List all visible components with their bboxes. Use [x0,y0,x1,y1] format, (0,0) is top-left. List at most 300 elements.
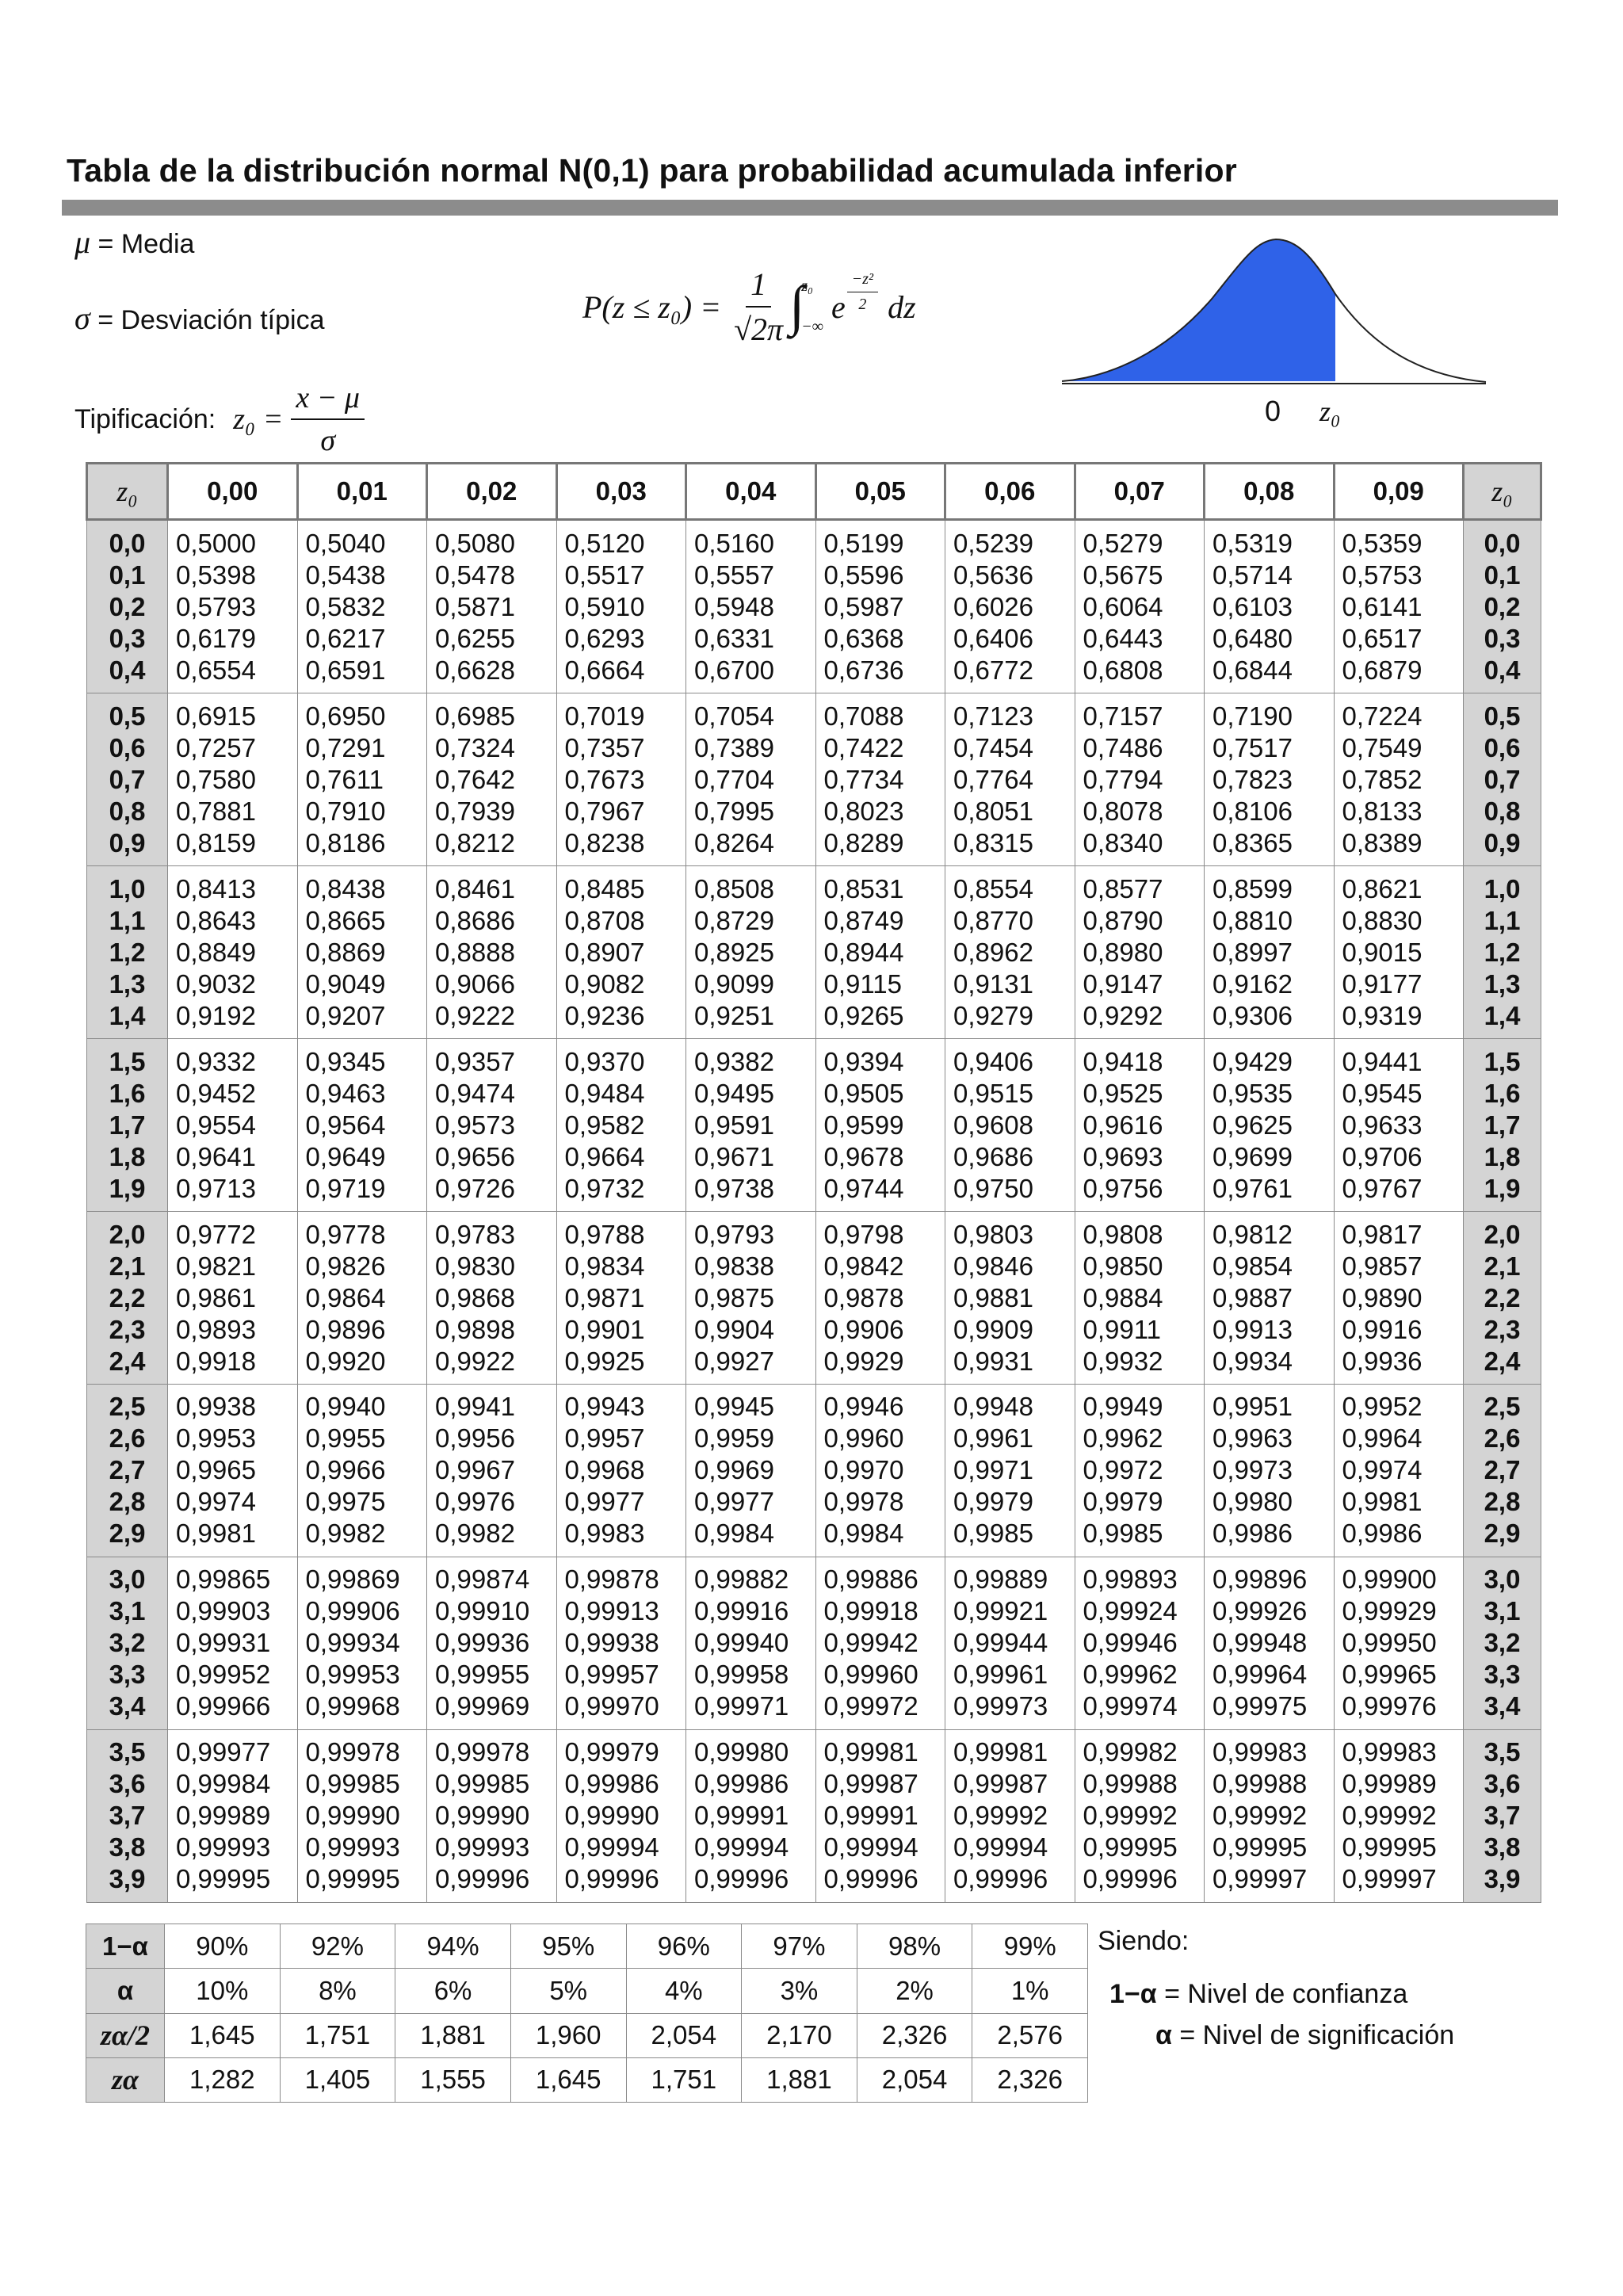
probability-value: 0,9474 [435,1078,515,1108]
probability-value: 0,7123 [953,701,1033,731]
shaded-area [1062,239,1335,381]
confidence-value: 95% [510,1924,626,1969]
probability-value: 0,99994 [823,1832,918,1862]
probability-value: 0,7764 [953,764,1033,794]
probability-value: 0,99948 [1212,1628,1308,1658]
std-dev-label: = Desviación típica [97,305,325,335]
table-body [87,520,1541,1903]
confidence-row [86,1969,1088,2013]
z-cell [87,866,168,1039]
z-value: 0,4 [109,655,146,685]
probability-value: 0,9699 [1212,1141,1293,1171]
confidence-value: 1,645 [510,2057,626,2102]
z-value: 3,2 [1484,1628,1521,1658]
legend-mean [74,223,194,261]
value-cell [1205,866,1335,1039]
probability-value: 0,99903 [176,1596,271,1626]
probability-value: 0,9515 [953,1078,1033,1108]
probability-value: 0,9966 [305,1455,386,1485]
value-cell [686,1212,816,1385]
probability-value: 0,9901 [564,1314,645,1344]
z-value: 2,3 [1484,1314,1521,1344]
probability-value: 0,9279 [953,1000,1033,1030]
z-value: 1,0 [1484,873,1521,904]
z-cell [1464,1212,1541,1385]
probability-value: 0,99991 [823,1801,918,1831]
probability-value: 0,8749 [823,905,904,935]
probability-value: 0,9535 [1212,1078,1293,1108]
z-cell [87,1729,168,1902]
standardization-numerator: x − μ [291,380,365,420]
probability-value: 0,99929 [1342,1596,1437,1626]
probability-value: 0,6700 [694,655,774,685]
probability-value: 0,8212 [435,827,515,858]
confidence-level-definition [1109,1979,1407,2010]
value-cell [427,520,557,693]
probability-value: 0,9896 [305,1314,386,1344]
column-header: 0,01 [297,464,427,520]
probability-value: 0,5040 [305,528,386,558]
value-cell [1075,1557,1205,1729]
value-cell [168,1212,298,1385]
probability-value: 0,9963 [1212,1423,1293,1454]
probability-value: 0,99969 [435,1691,530,1721]
probability-value: 0,99916 [694,1596,789,1626]
probability-value: 0,9463 [305,1078,386,1108]
z-value: 0,9 [109,827,146,858]
value-cell [945,1557,1075,1729]
probability-value: 0,99918 [823,1596,918,1626]
formula-coef-num: 1 [746,266,771,308]
probability-value: 0,9951 [1212,1392,1293,1422]
value-cell [556,693,686,866]
probability-value: 0,9207 [305,1000,386,1030]
probability-value: 0,99964 [1212,1660,1308,1690]
probability-value: 0,9931 [953,1346,1033,1376]
probability-value: 0,7673 [564,764,645,794]
probability-value: 0,9868 [435,1282,515,1312]
probability-value: 0,9985 [1083,1519,1163,1549]
z-value: 2,7 [1484,1455,1521,1485]
probability-value: 0,99983 [1212,1737,1308,1767]
value-cell [1334,693,1464,866]
probability-value: 0,9826 [305,1251,386,1281]
z-cell [87,1385,168,1557]
probability-value: 0,9693 [1083,1141,1163,1171]
probability-value: 0,5398 [176,560,256,590]
probability-value: 0,7580 [176,764,256,794]
probability-value: 0,9875 [694,1282,774,1312]
probability-value: 0,9980 [1212,1487,1293,1517]
probability-value: 0,99921 [953,1596,1048,1626]
probability-value: 0,8289 [823,827,904,858]
value-cell [427,693,557,866]
probability-value: 0,7910 [305,796,386,826]
probability-value: 0,8023 [823,796,904,826]
probability-value: 0,7324 [435,732,515,762]
z-value: 1,1 [109,905,146,935]
probability-value: 0,7734 [823,764,904,794]
probability-value: 0,99996 [953,1864,1048,1894]
confidence-value: 1,960 [510,2013,626,2057]
exp-denominator: 2 [858,295,867,313]
probability-value: 0,9838 [694,1251,774,1281]
probability-value: 0,6950 [305,701,386,731]
probability-value: 0,9830 [435,1251,515,1281]
probability-value: 0,5987 [823,591,904,621]
value-cell [556,1557,686,1729]
confidence-value: 96% [626,1924,742,1969]
value-cell [815,520,945,693]
probability-value: 0,6915 [176,701,256,731]
probability-value: 0,99950 [1342,1628,1437,1658]
value-cell [815,866,945,1039]
value-cell [1205,1212,1335,1385]
probability-value: 0,9082 [564,968,645,999]
probability-value: 0,99978 [305,1737,400,1767]
probability-value: 0,9306 [1212,1000,1293,1030]
z-value: 2,1 [109,1251,146,1281]
probability-value: 0,9983 [564,1519,645,1549]
probability-value: 0,9974 [1342,1455,1423,1485]
probability-value: 0,9957 [564,1423,645,1454]
probability-value: 0,99983 [1342,1737,1437,1767]
probability-value: 0,9345 [305,1046,386,1076]
probability-value: 0,99995 [176,1864,271,1894]
value-cell [945,693,1075,866]
probability-value: 0,9940 [305,1392,386,1422]
formula-integral [789,277,823,336]
table-row-group [87,866,1541,1039]
probability-value: 0,99953 [305,1660,400,1690]
z-value: 2,8 [109,1487,146,1517]
confidence-value: 5% [510,1969,626,2013]
probability-value: 0,9834 [564,1251,645,1281]
probability-value: 0,9066 [435,968,515,999]
probability-value: 0,6179 [176,623,256,653]
table-row-group [87,1729,1541,1902]
probability-value: 0,8238 [564,827,645,858]
probability-value: 0,8849 [176,937,256,967]
probability-value: 0,99982 [1083,1737,1178,1767]
probability-value: 0,9974 [176,1487,256,1517]
probability-value: 0,99971 [694,1691,789,1721]
confidence-value: 2,326 [972,2057,1088,2102]
probability-value: 0,99996 [694,1864,789,1894]
value-cell [556,1039,686,1212]
probability-value: 0,6255 [435,623,515,653]
probability-value: 0,99900 [1342,1564,1437,1595]
value-cell [168,866,298,1039]
probability-value: 0,6064 [1083,591,1163,621]
z-value: 1,2 [109,937,146,967]
probability-value: 0,9890 [1342,1282,1423,1312]
probability-value: 0,99990 [435,1801,530,1831]
probability-value: 0,99934 [305,1628,400,1658]
probability-value: 0,99944 [953,1628,1048,1658]
probability-value: 0,9941 [435,1392,515,1422]
value-cell [168,520,298,693]
value-cell [297,1729,427,1902]
confidence-row [86,1924,1088,1969]
probability-value: 0,9909 [953,1314,1033,1344]
probability-value: 0,99995 [1212,1832,1308,1862]
value-cell [1075,1729,1205,1902]
probability-value: 0,99996 [823,1864,918,1894]
probability-value: 0,9948 [953,1392,1033,1422]
probability-value: 0,7486 [1083,732,1163,762]
probability-value: 0,9913 [1212,1314,1293,1344]
probability-value: 0,9192 [176,1000,256,1030]
column-header: 0,00 [168,464,298,520]
probability-value: 0,5714 [1212,560,1293,590]
probability-value: 0,9962 [1083,1423,1163,1454]
probability-value: 0,6443 [1083,623,1163,653]
value-cell [297,1039,427,1212]
probability-value: 0,8133 [1342,796,1423,826]
probability-value: 0,7190 [1212,701,1293,731]
probability-value: 0,99993 [305,1832,400,1862]
confidence-row-label: zα/2 [86,2013,165,2057]
probability-value: 0,99986 [694,1769,789,1799]
probability-value: 0,8315 [953,827,1033,858]
probability-value: 0,6628 [435,655,515,685]
probability-value: 0,6772 [953,655,1033,685]
z-value: 2,7 [109,1455,146,1485]
standardization-lhs: z₀ = [233,403,284,436]
probability-value: 0,99995 [1083,1832,1178,1862]
probability-value: 0,9505 [823,1078,904,1108]
probability-value: 0,99958 [694,1660,789,1690]
value-cell [427,1212,557,1385]
confidence-value: 1,881 [742,2057,857,2102]
probability-value: 0,9934 [1212,1346,1293,1376]
probability-value: 0,9554 [176,1110,256,1140]
significance-level-definition [1155,2020,1454,2051]
probability-value: 0,9649 [305,1141,386,1171]
z-value: 3,3 [109,1660,146,1690]
probability-value: 0,9984 [694,1519,774,1549]
value-cell [1075,866,1205,1039]
probability-value: 0,9429 [1212,1046,1293,1076]
probability-value: 0,9564 [305,1110,386,1140]
formula-lhs: P(z ≤ z₀) = [582,288,722,325]
z-value: 2,2 [109,1282,146,1312]
significance-symbol: α [1155,2020,1172,2050]
probability-value: 0,9292 [1083,1000,1163,1030]
value-cell [686,1385,816,1557]
probability-value: 0,7823 [1212,764,1293,794]
column-header: 0,05 [815,464,945,520]
z-value: 0,5 [1484,701,1521,731]
value-cell [686,1729,816,1902]
probability-value: 0,6141 [1342,591,1423,621]
probability-value: 0,9967 [435,1455,515,1485]
probability-value: 0,9972 [1083,1455,1163,1485]
confidence-value: 2% [857,1969,972,2013]
probability-value: 0,8340 [1083,827,1163,858]
probability-value: 0,5948 [694,591,774,621]
probability-value: 0,99952 [176,1660,271,1690]
probability-value: 0,9976 [435,1487,515,1517]
probability-value: 0,9968 [564,1455,645,1485]
z-cell [1464,520,1541,693]
probability-value: 0,9927 [694,1346,774,1376]
z-value: 1,0 [109,873,146,904]
probability-value: 0,9049 [305,968,386,999]
probability-value: 0,7291 [305,732,386,762]
z-value: 0,7 [1484,764,1521,794]
probability-value: 0,9864 [305,1282,386,1312]
probability-value: 0,7517 [1212,732,1293,762]
probability-value: 0,9573 [435,1110,515,1140]
probability-value: 0,99931 [176,1628,271,1658]
confidence-value: 99% [972,1924,1088,1969]
probability-value: 0,99994 [564,1832,659,1862]
z-value: 2,6 [109,1423,146,1454]
probability-value: 0,99991 [694,1801,789,1831]
z-value: 0,5 [109,701,146,731]
confidence-table [86,1924,1088,2103]
confidence-value: 94% [395,1924,511,1969]
probability-value: 0,5120 [564,528,645,558]
probability-value: 0,9778 [305,1219,386,1249]
value-cell [1334,1557,1464,1729]
value-cell [1334,1039,1464,1212]
z-value: 2,6 [1484,1423,1521,1454]
probability-value: 0,9099 [694,968,774,999]
probability-value: 0,99924 [1083,1596,1178,1626]
probability-value: 0,99893 [1083,1564,1178,1595]
probability-value: 0,8643 [176,905,256,935]
probability-value: 0,99974 [1083,1691,1178,1721]
value-cell [168,1039,298,1212]
z-value: 3,6 [1484,1769,1521,1799]
probability-value: 0,9945 [694,1392,774,1422]
confidence-row-label: α [86,1969,165,2013]
probability-value: 0,9982 [435,1519,515,1549]
probability-value: 0,5478 [435,560,515,590]
curve-label-z0: z₀ [1319,395,1341,427]
probability-value: 0,9545 [1342,1078,1423,1108]
probability-value: 0,9115 [823,968,902,999]
z-value: 0,3 [109,623,146,653]
value-cell [945,1729,1075,1902]
probability-value: 0,9911 [1083,1314,1161,1344]
probability-value: 0,9842 [823,1251,904,1281]
probability-value: 0,99906 [305,1596,400,1626]
value-cell [1205,1385,1335,1557]
probability-value: 0,7995 [694,796,774,826]
z-value: 1,3 [1484,968,1521,999]
probability-value: 0,9969 [694,1455,774,1485]
probability-value: 0,9726 [435,1173,515,1203]
confidence-value: 1,405 [280,2057,395,2102]
probability-value: 0,7422 [823,732,904,762]
probability-value: 0,5160 [694,528,774,558]
probability-value: 0,99913 [564,1596,659,1626]
probability-value: 0,8413 [176,873,256,904]
z-cell [1464,866,1541,1039]
probability-value: 0,9772 [176,1219,256,1249]
value-cell [1334,520,1464,693]
column-header: 0,09 [1334,464,1464,520]
probability-value: 0,8830 [1342,905,1423,935]
probability-value: 0,5871 [435,591,515,621]
confidence-value: 8% [280,1969,395,2013]
value-cell [427,1385,557,1557]
probability-value: 0,6517 [1342,623,1423,653]
value-cell [297,693,427,866]
z-header-right: z₀ [1464,464,1541,520]
probability-value: 0,9406 [953,1046,1033,1076]
mean-label: = Media [97,229,195,259]
value-cell [1075,1039,1205,1212]
z-value: 1,5 [1484,1046,1521,1076]
probability-value: 0,99997 [1342,1864,1437,1894]
probability-value: 0,9887 [1212,1282,1293,1312]
probability-value: 0,7704 [694,764,774,794]
column-header: 0,07 [1075,464,1205,520]
z-cell [87,693,168,866]
probability-value: 0,5319 [1212,528,1293,558]
z-value: 3,0 [109,1564,146,1595]
probability-value: 0,99874 [435,1564,530,1595]
probability-value: 0,99957 [564,1660,659,1690]
probability-value: 0,9861 [176,1282,256,1312]
probability-value: 0,9582 [564,1110,645,1140]
probability-value: 0,99972 [823,1691,918,1721]
confidence-value: 1,282 [165,2057,281,2102]
probability-value: 0,8708 [564,905,645,935]
probability-value: 0,7881 [176,796,256,826]
probability-value: 0,8729 [694,905,774,935]
probability-value: 0,9970 [823,1455,904,1485]
z-value: 1,8 [1484,1141,1521,1171]
probability-value: 0,99970 [564,1691,659,1721]
probability-value: 0,99942 [823,1628,918,1658]
z-value: 3,4 [1484,1691,1521,1721]
probability-value: 0,6844 [1212,655,1293,685]
probability-value: 0,5832 [305,591,386,621]
probability-value: 0,6591 [305,655,386,685]
value-cell [556,1212,686,1385]
probability-value: 0,99995 [1342,1832,1437,1862]
probability-value: 0,8051 [953,796,1033,826]
normal-distribution-table [86,462,1542,1903]
probability-value: 0,9984 [823,1519,904,1549]
probability-value: 0,99992 [1342,1801,1437,1831]
probability-value: 0,8078 [1083,796,1163,826]
value-cell [1075,1212,1205,1385]
probability-value: 0,9812 [1212,1219,1293,1249]
probability-value: 0,9706 [1342,1141,1423,1171]
probability-value: 0,8531 [823,873,904,904]
probability-value: 0,8944 [823,937,904,967]
probability-value: 0,7157 [1083,701,1163,731]
value-cell [815,1385,945,1557]
column-header: 0,03 [556,464,686,520]
z-value: 2,8 [1484,1487,1521,1517]
probability-value: 0,8438 [305,873,386,904]
probability-value: 0,9960 [823,1423,904,1454]
value-cell [1205,1729,1335,1902]
table-header-row [87,464,1541,520]
value-cell [427,1557,557,1729]
integral-upper: z₀ [801,277,813,295]
probability-value: 0,99990 [564,1801,659,1831]
probability-value: 0,9922 [435,1346,515,1376]
